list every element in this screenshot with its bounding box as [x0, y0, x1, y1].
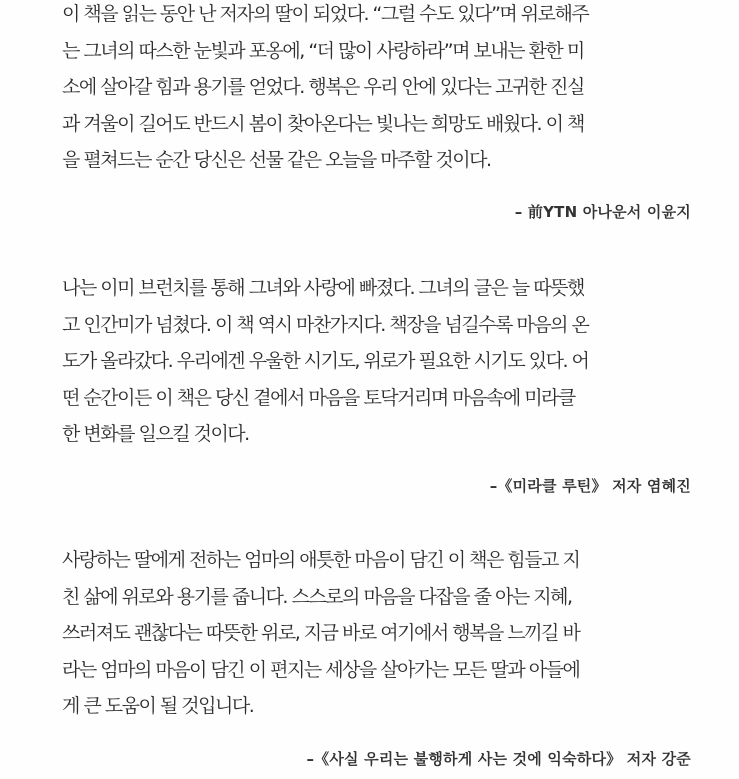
- blurb-line: 떤 순간이든 이 책은 당신 곁에서 마음을 토닥거리며 마음속에 미라클: [62, 386, 575, 409]
- blurb-line: 쓰러져도 괜찮다는 따뜻한 위로, 지금 바로 여기에서 행복을 느끼길 바: [62, 622, 580, 644]
- blurb-line: 게 큰 도움이 될 것입니다.: [62, 695, 254, 717]
- blurb-line: 친 삶에 위로와 용기를 줍니다. 스스로의 마음을 다잡을 줄 아는 지혜,: [62, 585, 572, 608]
- blurb-2-attribution: –《미라클 루틴》 저자 염혜진: [489, 477, 691, 495]
- blurb-line: 나는 이미 브런치를 통해 그녀와 사랑에 빠졌다. 그녀의 글은 늘 따뜻했: [62, 277, 584, 299]
- blurb-line: 고 인간미가 넘쳤다. 이 책 역시 마찬가지다. 책장을 넘길수록 마음의 온: [62, 313, 589, 336]
- blurb-3-attribution: –《사실 우리는 불행하게 사는 것에 익숙하다》 저자 강준: [306, 750, 691, 768]
- blurb-line: 소에 살아갈 힘과 용기를 얻었다. 행복은 우리 안에 있다는 고귀한 진실: [62, 76, 584, 98]
- blurb-2: [62, 270, 702, 453]
- blurb-1: [62, 0, 702, 179]
- blurb-line: 도가 올라갔다. 우리에겐 우울한 시기도, 위로가 필요한 시기도 있다. 어: [62, 350, 589, 372]
- blurb-line: 는 그녀의 따스한 눈빛과 포옹에, “더 많이 사랑하라”며 보내는 환한 미: [62, 39, 584, 62]
- blurb-line: 을 펼쳐드는 순간 당신은 선물 같은 오늘을 마주할 것이다.: [62, 149, 491, 171]
- blurb-1-attribution: – 前YTN 아나운서 이윤지: [514, 203, 691, 221]
- blurb-line: 이 책을 읽는 동안 난 저자의 딸이 되었다. “그럴 수도 있다”며 위로해주: [62, 3, 589, 25]
- blurb-line: 과 겨울이 길어도 반드시 봄이 찾아온다는 빛나는 희망도 배웠다. 이 책: [62, 112, 584, 135]
- blurb-line: 라는 엄마의 마음이 담긴 이 편지는 세상을 살아가는 모든 딸과 아들에: [62, 658, 580, 681]
- blurb-3: [62, 542, 702, 725]
- blurb-line: 사랑하는 딸에게 전하는 엄마의 애틋한 마음이 담긴 이 책은 힘들고 지: [62, 549, 580, 571]
- blurb-line: 한 변화를 일으킬 것이다.: [62, 423, 249, 445]
